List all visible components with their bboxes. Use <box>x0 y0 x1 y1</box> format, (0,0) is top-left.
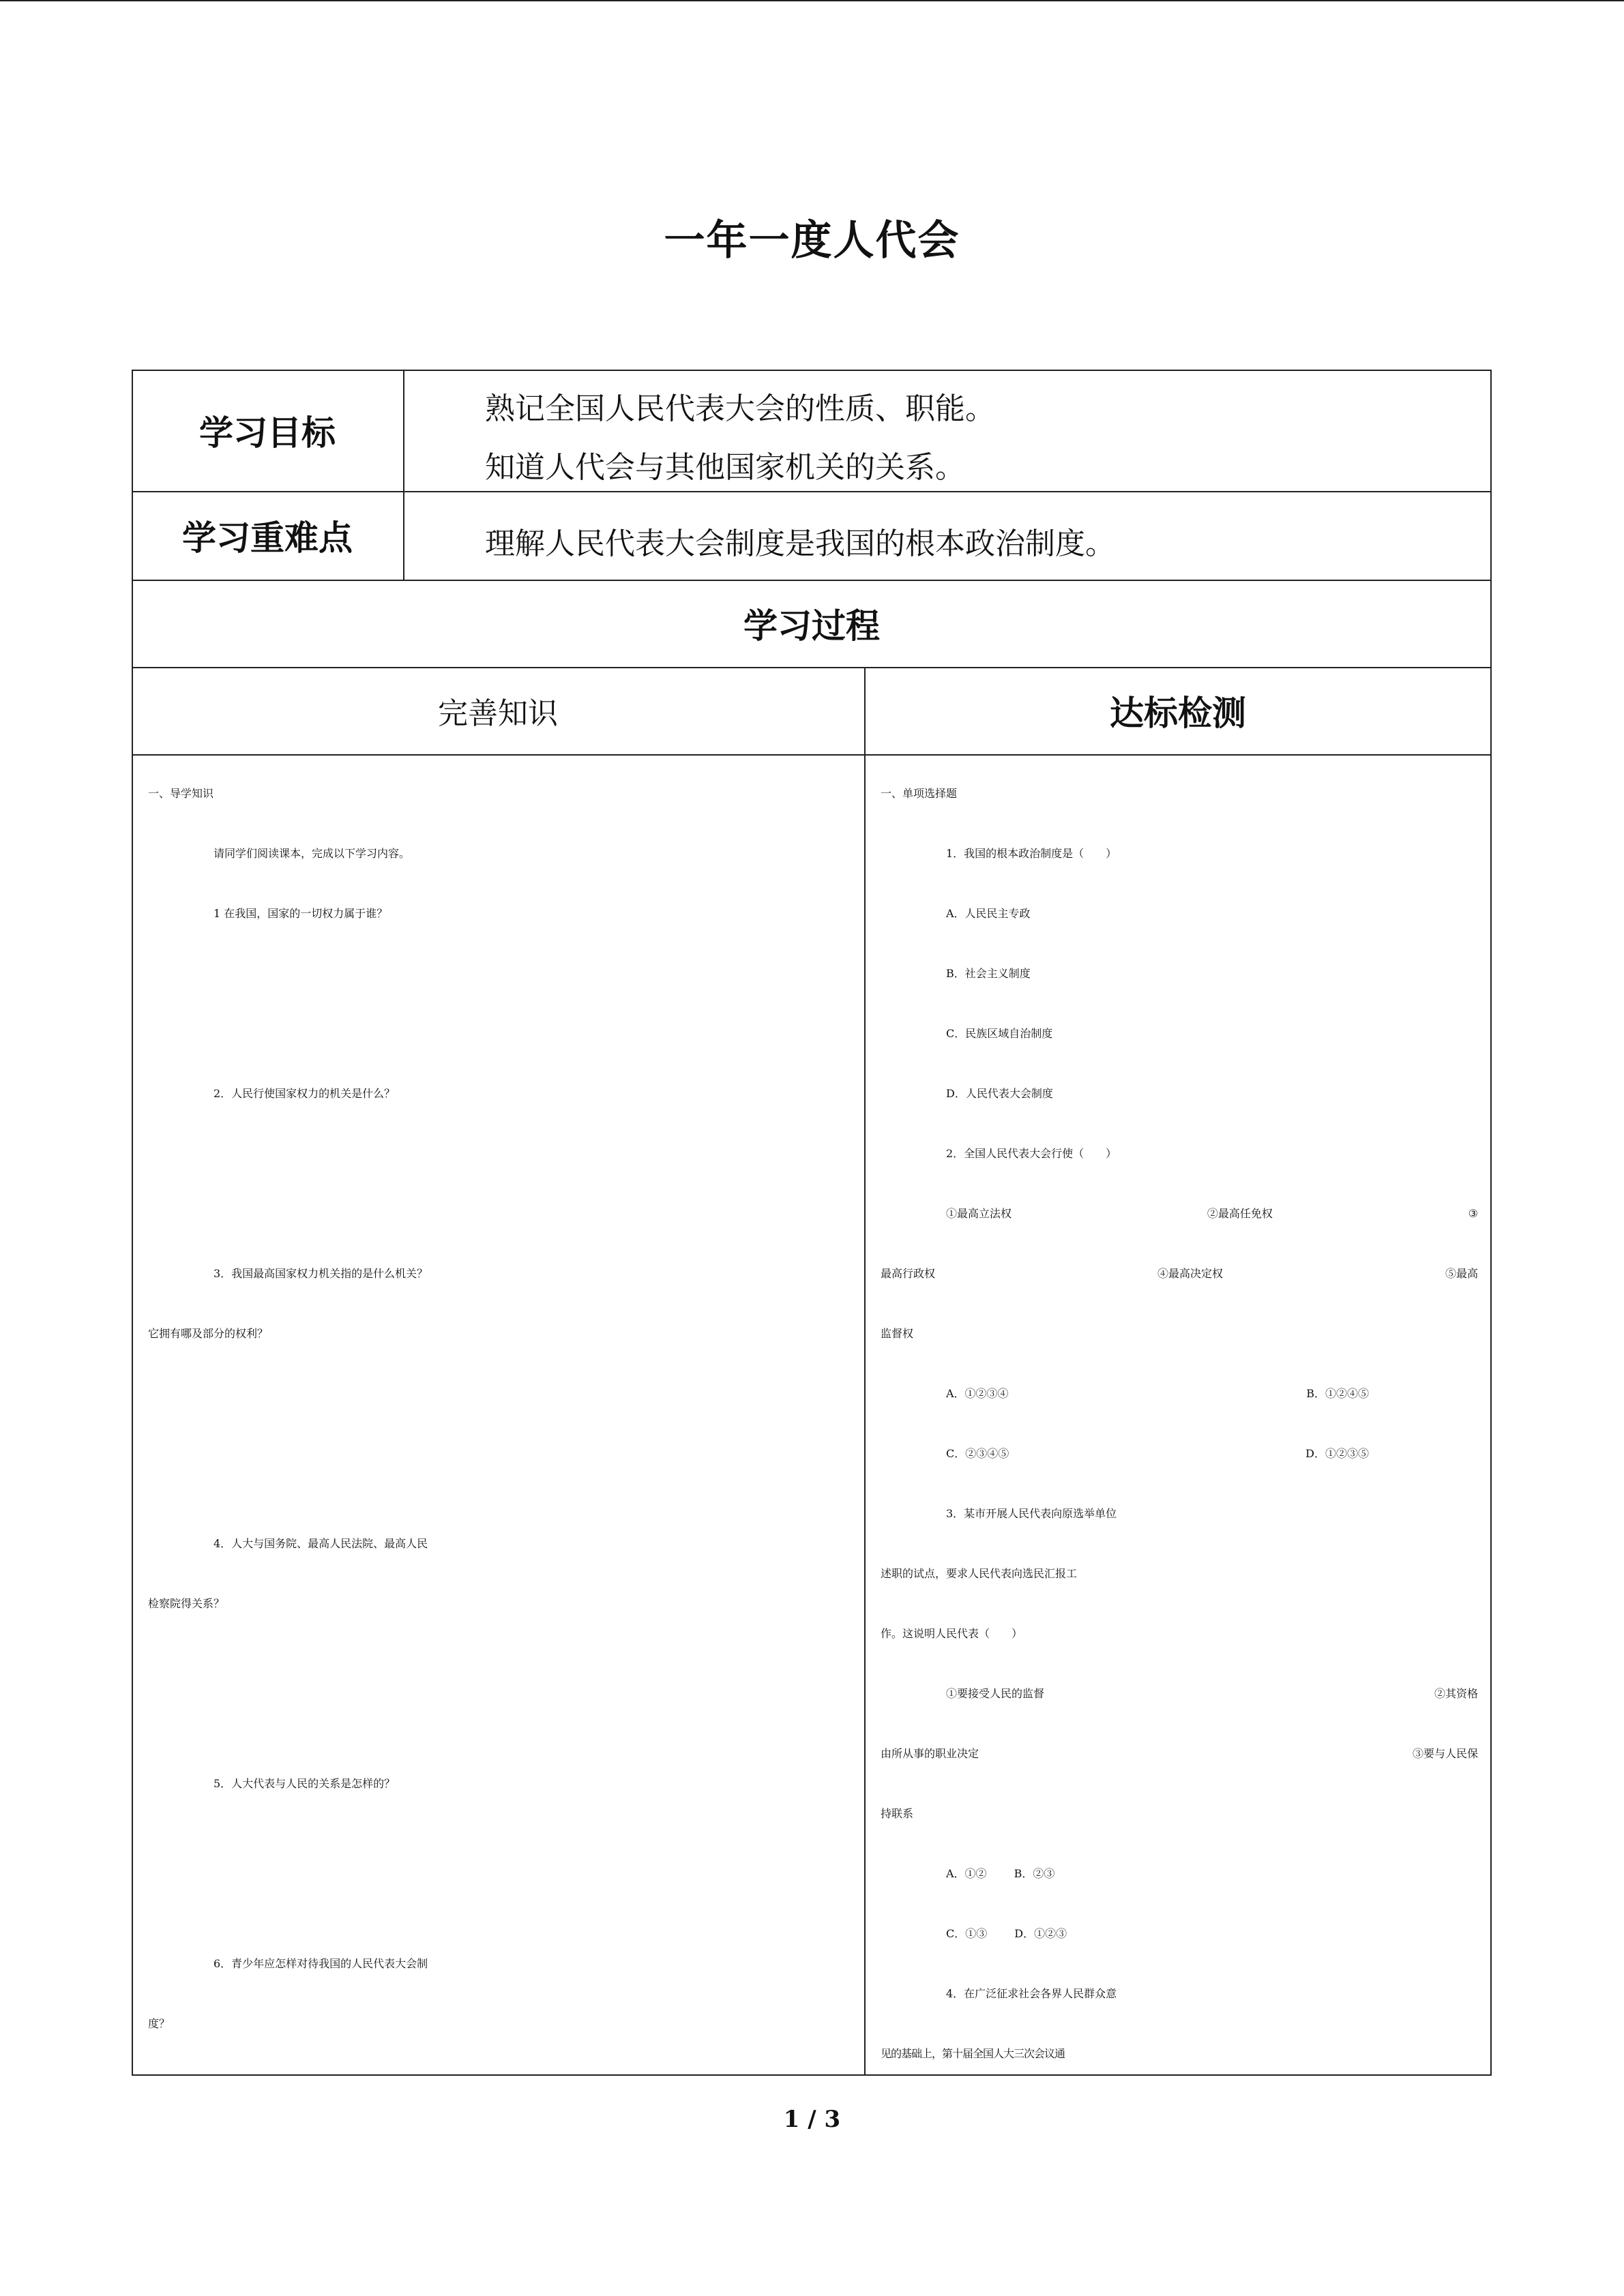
page-number: 1 / 3 <box>783 2106 841 2133</box>
mcq-3-item: ②其资格 <box>1434 1687 1478 1700</box>
right-section-heading: 一、单项选择题 <box>881 787 958 800</box>
mcq-3-stem-cont: 作。这说明人民代表（ ） <box>881 1627 1023 1640</box>
left-question-3: 3．我国最高国家权力机关指的是什么机关？ <box>213 1267 428 1280</box>
mcq-3-items-line-1 <box>946 1664 1478 1724</box>
mcq-3-item: 由所从事的职业决定 <box>881 1747 979 1760</box>
mcq-3-item: ③要与人民保 <box>1412 1747 1478 1760</box>
left-question-6: 6．青少年应怎样对待我国的人民代表大会制 <box>213 1957 428 1970</box>
mcq-2-item: ②最高任免权 <box>1207 1207 1273 1220</box>
mcq-2-item: ①最高立法权 <box>946 1207 1012 1220</box>
mcq-2-item: ③ <box>1468 1207 1478 1220</box>
mcq-2-items-line-3: 监督权 <box>881 1327 914 1340</box>
page-title: 一年一度人代会 <box>664 217 960 265</box>
mcq-1-option-c: C．民族区域自治制度 <box>946 1027 1053 1040</box>
mcq-3-stem: 3．某市开展人民代表向原选举单位 <box>946 1507 1117 1520</box>
mcq-1-stem: 1．我国的根本政治制度是（ ） <box>946 847 1117 860</box>
goal-line-1: 熟记全国人民代表大会的性质、职能。 <box>485 391 995 426</box>
mcq-3-option-d: D．①②③ <box>1014 1927 1067 1940</box>
left-section-heading: 一、导学知识 <box>148 787 214 800</box>
goal-label: 学习目标 <box>199 413 336 453</box>
mcq-2-item: ⑤最高 <box>1445 1267 1478 1280</box>
left-column-header: 完善知识 <box>438 696 558 731</box>
mcq-2-options-ab <box>946 1364 1369 1424</box>
left-question-6-cont: 度？ <box>148 2017 171 2030</box>
mcq-2-option-a: A．①②③④ <box>946 1387 1009 1400</box>
mcq-3-stem-cont: 述职的试点，要求人民代表向选民汇报工 <box>881 1567 1078 1580</box>
mcq-2-options-cd <box>946 1424 1369 1484</box>
mcq-1-option-d: D．人民代表大会制度 <box>946 1087 1053 1100</box>
mcq-2-stem: 2．全国人民代表大会行使（ ） <box>946 1147 1117 1160</box>
mcq-3-options-ab <box>946 1844 1054 1904</box>
mcq-1-option-b: B．社会主义制度 <box>946 967 1031 980</box>
mcq-1-option-a: A．人民民主专政 <box>946 907 1031 920</box>
focus-label: 学习重难点 <box>182 518 353 558</box>
page-top-rule <box>0 0 1624 1</box>
mcq-2-option-b: B．①②④⑤ <box>1306 1387 1369 1400</box>
left-question-4: 4．人大与国务院、最高人民法院、最高人民 <box>213 1537 428 1550</box>
right-content <box>132 370 1492 2076</box>
mcq-2-items-line-1 <box>946 1184 1478 1244</box>
left-question-3-cont: 它拥有哪及部分的权利？ <box>148 1327 269 1340</box>
left-question-1: 1 在我国，国家的一切权力属于谁？ <box>213 907 388 920</box>
mcq-3-items-line-3: 持联系 <box>881 1807 914 1820</box>
mcq-3-item: ①要接受人民的监督 <box>946 1687 1045 1700</box>
mcq-3-option-a: A．①② <box>946 1867 987 1880</box>
mcq-2-option-c: C．②③④⑤ <box>946 1447 1009 1460</box>
left-intro: 请同学们阅读课本，完成以下学习内容。 <box>213 847 411 860</box>
mcq-2-option-d: D．①②③⑤ <box>1305 1447 1369 1460</box>
left-question-4-cont: 检察院得关系？ <box>148 1597 225 1610</box>
mcq-3-option-b: B．②③ <box>1014 1867 1055 1880</box>
mcq-2-item: 最高行政权 <box>881 1267 936 1280</box>
left-question-5: 5．人大代表与人民的关系是怎样的？ <box>213 1777 396 1790</box>
mcq-3-option-c: C．①③ <box>946 1927 988 1940</box>
mcq-2-item: ④最高决定权 <box>1157 1267 1223 1280</box>
focus-text: 理解人民代表大会制度是我国的根本政治制度。 <box>485 526 1115 561</box>
mcq-4-stem-cont: 见的基础上，第十届全国人大三次会议通 <box>881 2047 1065 2060</box>
mcq-3-items-line-2 <box>881 1724 1478 1784</box>
process-label: 学习过程 <box>743 606 880 646</box>
mcq-2-items-line-2 <box>881 1244 1478 1304</box>
goal-line-2: 知道人代会与其他国家机关的关系。 <box>485 450 965 485</box>
right-column-header: 达标检测 <box>1110 694 1246 733</box>
mcq-4-stem: 4．在广泛征求社会各界人民群众意 <box>946 1987 1117 2000</box>
left-question-2: 2．人民行使国家权力的机关是什么？ <box>213 1087 396 1100</box>
mcq-3-options-cd <box>946 1904 1067 1964</box>
